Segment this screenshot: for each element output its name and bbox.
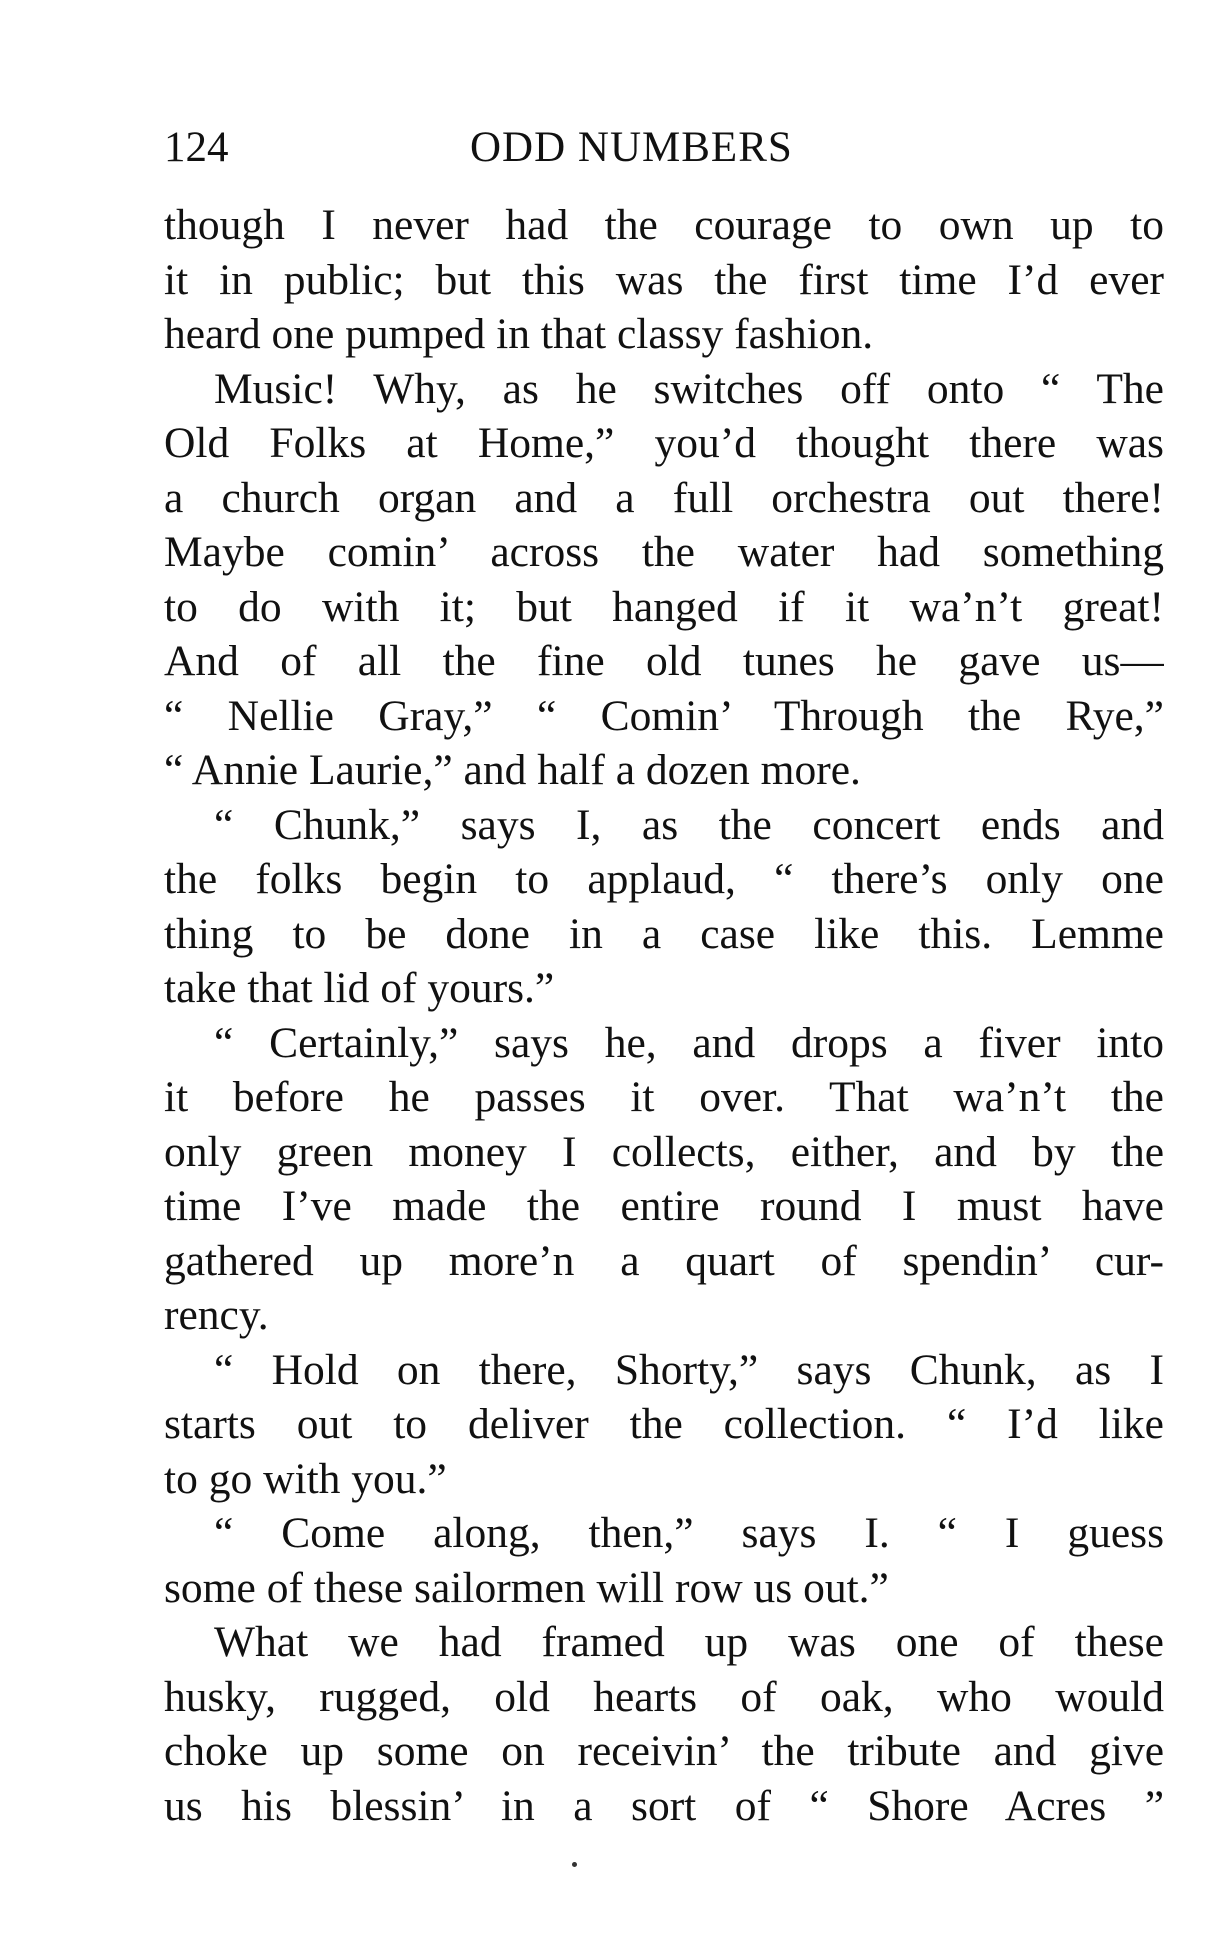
text-line: “ Certainly,” says he, and drops a fiver into	[214, 1018, 1164, 1067]
text-line: rency.	[164, 1291, 269, 1339]
text-line: time I’ve made the entire round I must have	[164, 1182, 1164, 1230]
page-number: 124	[164, 124, 229, 171]
text-line: it before he passes it over. That wa’n’t the	[164, 1073, 1164, 1121]
text-line: starts out to deliver the collection. “ I’d like	[164, 1400, 1164, 1448]
text-line: Maybe comin’ across the water had something	[164, 528, 1164, 576]
running-title: ODD NUMBERS	[470, 124, 793, 171]
text-line: “ Nellie Gray,” “ Comin’ Through the Rye,”	[164, 691, 1164, 740]
text-line: “ Chunk,” says I, as the concert ends and	[214, 800, 1164, 849]
text-line: us his blessin’ in a sort of “ Shore Acres ”	[164, 1781, 1164, 1830]
text-line: What we had framed up was one of these	[214, 1618, 1164, 1666]
text-line: to go with you.”	[164, 1454, 447, 1503]
body-text	[164, 198, 1164, 1833]
text-line: heard one pumped in that classy fashion.	[164, 310, 874, 358]
text-line: husky, rugged, old hearts of oak, who would	[164, 1672, 1164, 1721]
text-line: some of these sailormen will row us out.”	[164, 1563, 889, 1612]
text-line: Old Folks at Home,” you’d thought there was	[164, 419, 1164, 467]
text-line: “ Come along, then,” says I. “ I guess	[214, 1509, 1164, 1557]
text-line: though I never had the courage to own up to	[164, 201, 1164, 249]
text-line: to do with it; but hanged if it wa’n’t great!	[164, 582, 1164, 631]
text-line: And of all the fine old tunes he gave us—	[164, 637, 1164, 685]
text-line: Music! Why, as he switches off onto “ The	[214, 364, 1164, 413]
text-line: the folks begin to applaud, “ there’s only one	[164, 855, 1164, 903]
print-speck	[572, 1862, 577, 1867]
text-line: choke up some on receivin’ the tribute and give	[164, 1727, 1164, 1775]
text-line: “ Hold on there, Shorty,” says Chunk, as I	[214, 1345, 1164, 1394]
text-line: a church organ and a full orchestra out there!	[164, 473, 1164, 522]
text-line: “ Annie Laurie,” and half a dozen more.	[164, 746, 861, 794]
page-header	[164, 118, 1164, 178]
text-line: take that lid of yours.”	[164, 964, 555, 1012]
text-line: only green money I collects, either, and by the	[164, 1127, 1164, 1176]
text-line: thing to be done in a case like this. Lemme	[164, 909, 1164, 958]
text-line: gathered up more’n a quart of spendin’ cur-	[164, 1236, 1164, 1285]
text-line: it in public; but this was the first time I’d ever	[164, 255, 1164, 304]
